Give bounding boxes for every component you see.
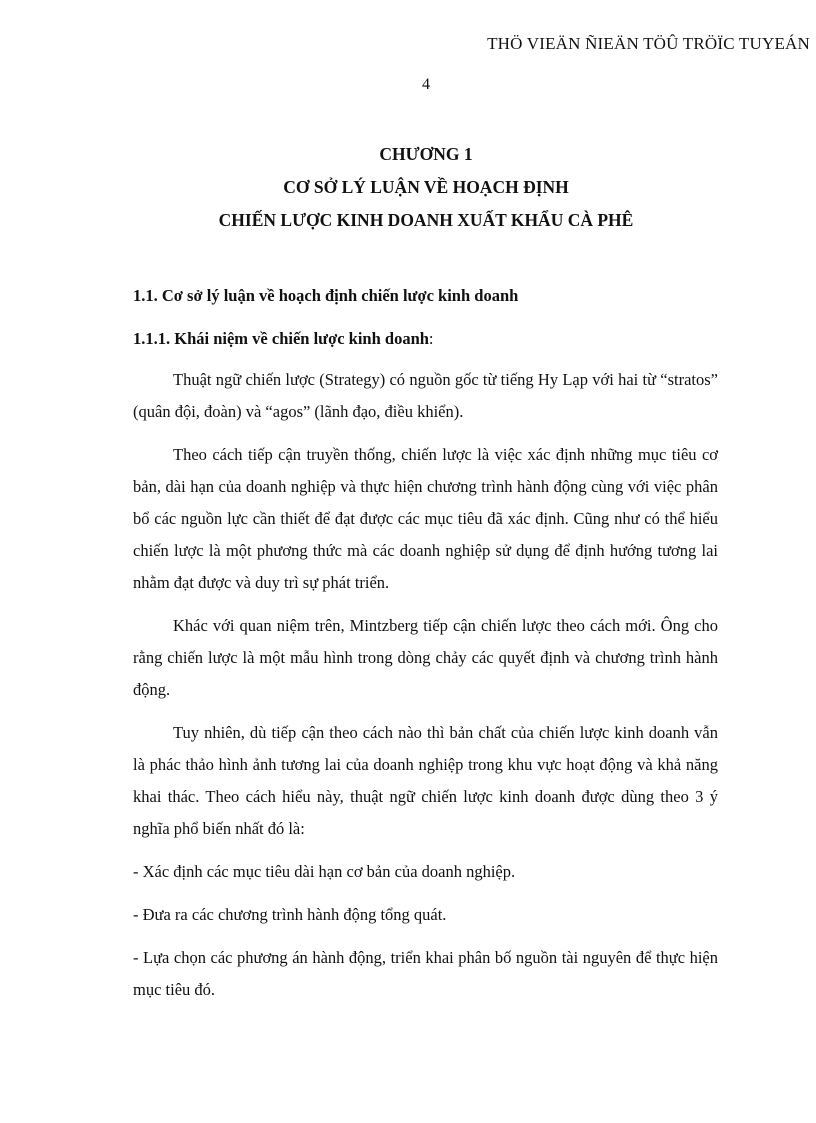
chapter-heading xyxy=(0,143,816,242)
section-heading-colon: : xyxy=(428,329,434,348)
paragraph-essence: Tuy nhiên, dù tiếp cận theo cách nào thì bản chất của chiến lược kinh doanh vẫn là phác thảo hình ảnh tương lai của doanh nghiệp trong khu vực hoạt động và khả năng khai thác. Theo cách hiểu này, thuật ngữ chiến lược kinh doanh được dùng theo 3 ý nghĩa phổ biến nhất đó là: xyxy=(133,723,718,838)
paragraph-mintzberg: Khác với quan niệm trên, Mintzberg tiếp cận chiến lược theo cách mới. Ông cho rằng chiến lược là một mẫu hình trong dòng chảy các quyết định và chương trình hành động. xyxy=(133,616,718,699)
bullet-item: - Lựa chọn các phương án hành động, triển khai phân bố nguồn tài nguyên để thực hiện mục tiêu đó. xyxy=(133,948,718,999)
bullet-item: - Xác định các mục tiêu dài hạn cơ bản của doanh nghiệp. xyxy=(133,862,516,881)
chapter-title-line-2: CHIẾN LƯỢC KINH DOANH XUẤT KHẨU CÀ PHÊ xyxy=(218,210,634,230)
body-content xyxy=(133,278,718,1017)
section-heading-1-1-1 xyxy=(133,321,718,357)
paragraph-strategy-origin: Thuật ngữ chiến lược (Strategy) có nguồn gốc từ tiếng Hy Lạp với hai từ “stratos” (quân đội, đoàn) và “agos” (lãnh đạo, điều khiển). xyxy=(133,370,718,421)
chapter-number: CHƯƠNG 1 xyxy=(379,144,473,164)
page-number: 4 xyxy=(422,76,430,93)
chapter-title-line-1: CƠ SỞ LÝ LUẬN VỀ HOẠCH ĐỊNH xyxy=(283,177,569,197)
paragraph-traditional-approach: Theo cách tiếp cận truyền thống, chiến lược là việc xác định những mục tiêu cơ bản, dài hạn của doanh nghiệp và thực hiện chương trình hành động cùng với việc phân bổ các nguồn lực cần thiết để đạt được các mục tiêu đã xác định. Cũng như có thể hiểu chiến lược là một phương thức mà các doanh nghiệp sử dụng để định hướng tương lai nhằm đạt được và duy trì sự phát triển. xyxy=(133,445,718,592)
section-heading-1-1-1-text: 1.1.1. Khái niệm về chiến lược kinh doanh xyxy=(133,329,429,348)
header-banner: THÖ VIEÄN ÑIEÄN TÖÛ TRÖÏC TUYEÁN xyxy=(487,34,810,53)
bullet-item: - Đưa ra các chương trình hành động tổng quát. xyxy=(133,905,447,924)
section-heading-1-1: 1.1. Cơ sở lý luận về hoạch định chiến lược kinh doanh xyxy=(133,286,519,305)
